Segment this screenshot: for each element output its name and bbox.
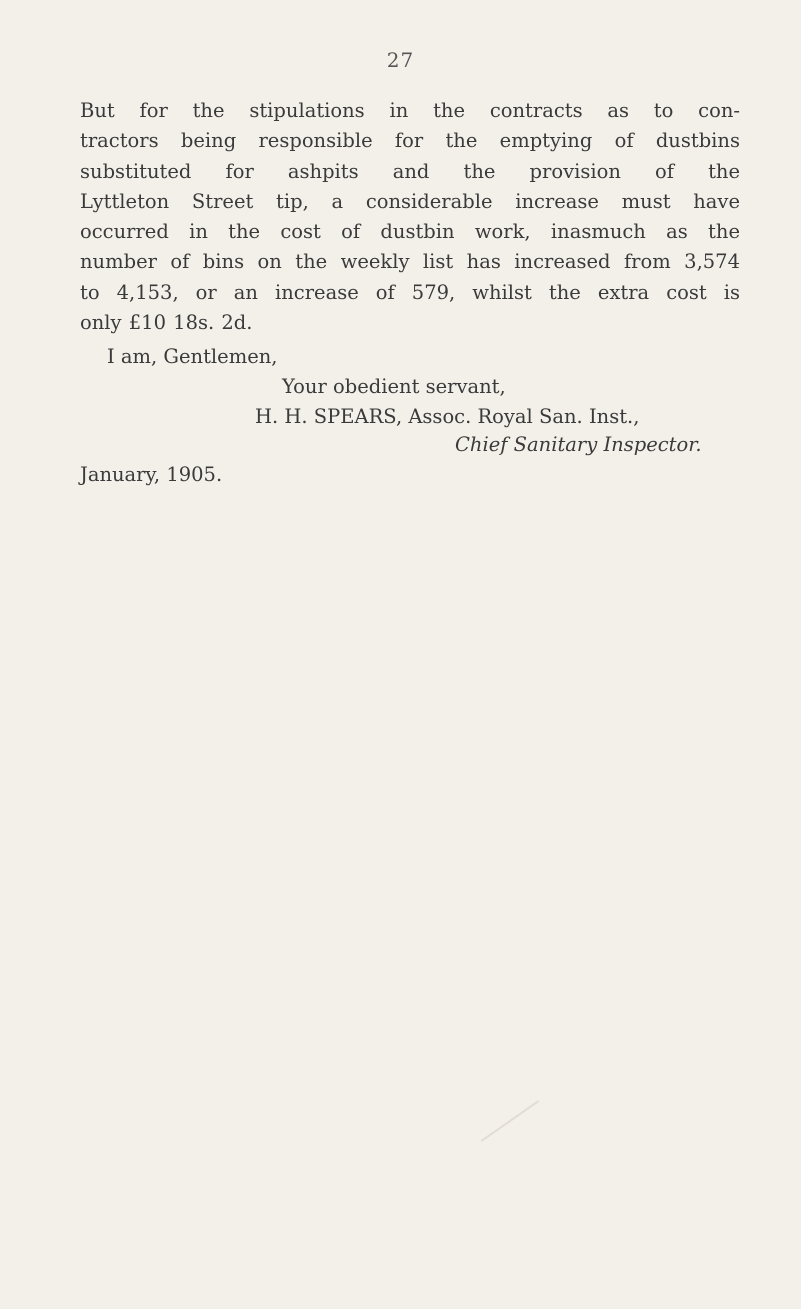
signature: H. H. SPEARS, Assoc. Royal San. Inst., (255, 405, 640, 428)
valediction: Your obedient servant, (282, 375, 506, 398)
body-paragraph (80, 96, 740, 338)
paper-mark (481, 1100, 539, 1142)
paragraph-line: Lyttleton Street tip, a considerable increase must have (80, 189, 740, 213)
paragraph-line: to 4,153, or an increase of 579, whilst the extra cost is (80, 280, 740, 304)
page-number: 27 (386, 48, 415, 72)
salutation: I am, Gentlemen, (107, 345, 278, 368)
paragraph-line: occurred in the cost of dustbin work, inasmuch as the (80, 220, 740, 244)
paragraph-line: substituted for ashpits and the provision of the (80, 159, 740, 183)
letter-date: January, 1905. (80, 463, 223, 486)
paragraph-line: But for the stipulations in the contracts as to con- (80, 99, 740, 122)
paragraph-line: only £10 18s. 2d. (80, 311, 253, 335)
paragraph-line: tractors being responsible for the emptying of dustbins (80, 129, 740, 153)
paragraph-line: number of bins on the weekly list has increased from 3,574 (80, 250, 740, 274)
signatory-title: Chief Sanitary Inspector. (455, 433, 702, 456)
